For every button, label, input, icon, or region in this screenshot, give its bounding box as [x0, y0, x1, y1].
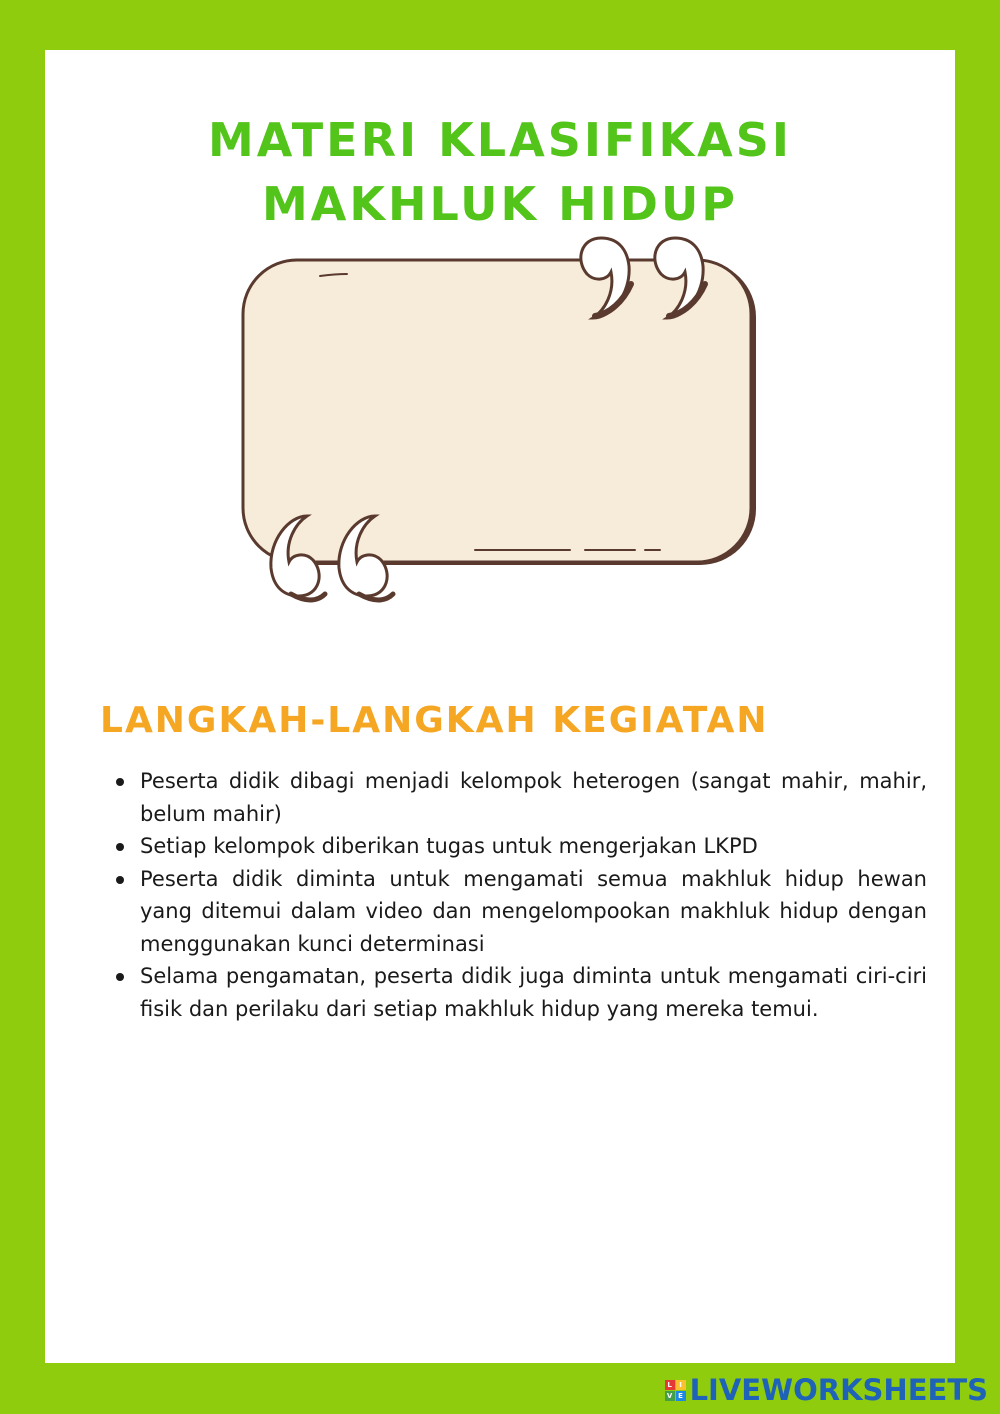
list-item	[140, 960, 927, 1025]
logo-letter: I	[676, 1380, 686, 1390]
logo-letter: E	[676, 1391, 686, 1401]
brand-name: LIVEWORKSHEETS	[689, 1373, 988, 1407]
list-item	[140, 830, 927, 863]
bullet-icon	[116, 973, 124, 981]
bullet-icon	[116, 778, 124, 786]
step-text: Selama pengamatan, peserta didik juga diminta untuk mengamati ciri-ciri fisik dan perilaku dari setiap makhluk hidup yang mereka temui.	[140, 964, 927, 1021]
list-item	[140, 765, 927, 830]
logo-letter: L	[665, 1380, 675, 1390]
steps-list	[113, 765, 927, 1025]
step-text: Peserta didik diminta untuk mengamati semua makhluk hidup hewan yang ditemui dalam video dan mengelompookan makhluk hidup dengan menggunakan kunci determinasi	[140, 866, 927, 956]
page-title	[45, 108, 955, 236]
step-text: Peserta didik dibagi menjadi kelompok heterogen (sangat mahir, mahir, belum mahir)	[140, 769, 927, 826]
list-item	[140, 863, 927, 961]
quote-speech-bubble	[235, 230, 775, 610]
title-line-2: MAKHLUK HIDUP	[261, 177, 739, 231]
liveworksheets-brand[interactable]	[665, 1370, 988, 1410]
title-line-1: MATERI KLASIFIKASI	[208, 113, 792, 167]
worksheet-page	[45, 50, 955, 1363]
section-heading: LANGKAH-LANGKAH KEGIATAN	[100, 700, 769, 741]
bullet-icon	[116, 843, 124, 851]
logo-letter: V	[665, 1391, 675, 1401]
bullet-icon	[116, 876, 124, 884]
liveworksheets-logo-icon	[665, 1380, 686, 1401]
step-text: Setiap kelompok diberikan tugas untuk mengerjakan LKPD	[140, 834, 758, 858]
